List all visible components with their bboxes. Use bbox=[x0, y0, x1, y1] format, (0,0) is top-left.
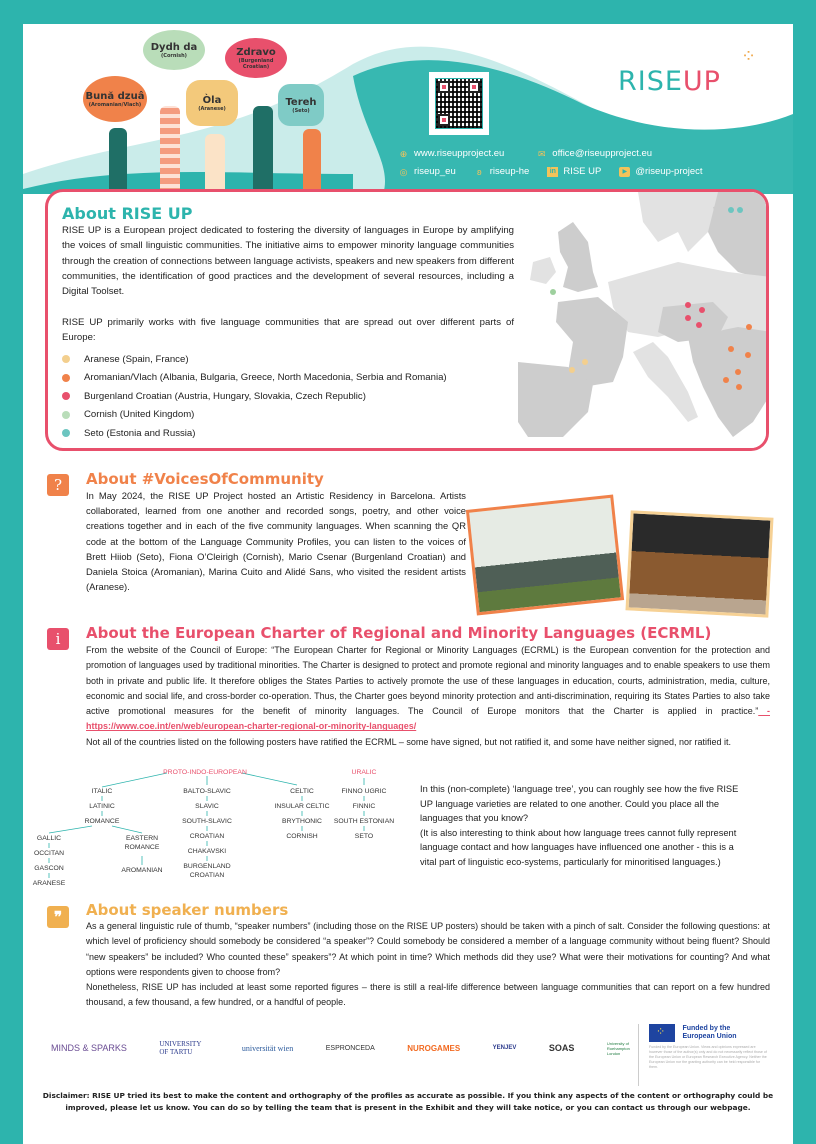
pin-seto bbox=[728, 207, 734, 213]
arm-aromanian bbox=[109, 128, 127, 194]
community-item bbox=[62, 387, 447, 406]
pin-aromanian bbox=[728, 346, 734, 352]
linkedin-link[interactable] bbox=[547, 166, 601, 177]
tree-note bbox=[420, 782, 750, 870]
tree-node-finnic: FINNIC bbox=[352, 803, 376, 810]
community-item bbox=[62, 350, 447, 369]
tree-node-uralic: URALIC bbox=[351, 769, 377, 776]
greeting-language: (Burgenland Croatian) bbox=[238, 57, 274, 70]
linkedin-icon: in bbox=[547, 167, 558, 177]
greeting-bubble-croatian bbox=[225, 38, 287, 78]
partner-logos bbox=[51, 1028, 641, 1068]
globe-icon: ⊕ bbox=[399, 148, 408, 159]
community-label: Cornish (United Kingdom) bbox=[84, 409, 195, 421]
greeting-bubble-cornish bbox=[143, 30, 205, 70]
bluesky-link[interactable] bbox=[474, 166, 530, 177]
partner-nurogames: NUROGAMES bbox=[407, 1043, 461, 1053]
greeting-word: Tereh bbox=[285, 96, 317, 108]
disclaimer: Disclaimer: RISE UP tried its best to make the content and orthography of the profiles as accurate as possible. If you think any aspects of the content or orthography could be improved, please let us know. You can do so by telling the team that is present in the Exhibit and they will take notice, or you can contact us through our webpage. bbox=[42, 1091, 774, 1112]
pin-aromanian bbox=[723, 377, 729, 383]
tree-node-chakavski: CHAKAVSKI bbox=[187, 848, 227, 855]
pin-croatian bbox=[696, 322, 702, 328]
greeting-language: (Aromanian/Vlach) bbox=[88, 101, 142, 108]
greeting-word: Zdravo bbox=[236, 46, 276, 58]
butterfly-icon: ʚ bbox=[476, 166, 482, 177]
bullet-dot-icon bbox=[62, 429, 70, 437]
tree-node-pie: PROTO-INDO-EUROPEAN bbox=[163, 769, 247, 776]
tree-node-occitan: OCCITAN bbox=[33, 850, 65, 857]
logo-up: UP bbox=[682, 66, 721, 97]
pin-aromanian bbox=[746, 324, 752, 330]
speakers-text bbox=[86, 919, 770, 1011]
residency-photo bbox=[625, 510, 773, 617]
qr-pattern bbox=[435, 78, 483, 129]
community-item bbox=[62, 369, 447, 388]
community-item bbox=[62, 406, 447, 425]
pin-aromanian bbox=[735, 369, 741, 375]
tree-node-italic: ITALIC bbox=[91, 788, 113, 795]
tree-node-balto-slavic: BALTO-SLAVIC bbox=[183, 788, 231, 795]
greeting-word: Dydh da bbox=[150, 41, 198, 53]
about-riseup-box bbox=[45, 189, 769, 451]
email-text: office@riseupproject.eu bbox=[552, 148, 653, 159]
info-icon: i bbox=[47, 628, 69, 650]
logo-rise: RISE bbox=[618, 66, 683, 97]
voices-title: About #VoicesOfCommunity bbox=[86, 470, 324, 488]
pin-aranese bbox=[582, 359, 588, 365]
qr-finder bbox=[468, 81, 480, 93]
bullet-dot-icon bbox=[62, 392, 70, 400]
instagram-link[interactable] bbox=[398, 166, 456, 177]
qr-code[interactable] bbox=[429, 72, 489, 135]
tree-node-gallic: GALLIC bbox=[36, 835, 62, 842]
ecrml-note: Not all of the countries listed on the following posters have ratified the ECRML – some have signed, but not ratified it, and some have neither signed, nor ratified it. bbox=[86, 736, 732, 747]
language-tree bbox=[32, 768, 407, 898]
partner-roehampton: University of Roehampton London bbox=[606, 1040, 630, 1056]
tree-node-insular-celtic: INSULAR CELTIC bbox=[274, 803, 330, 810]
about-paragraph-2: RISE UP primarily works with five language communities that are spread out over different parts of Europe: bbox=[62, 317, 514, 344]
greeting-bubble-aromanian bbox=[83, 76, 147, 122]
speakers-title: About speaker numbers bbox=[86, 901, 289, 919]
tree-node-south-slavic: SOUTH-SLAVIC bbox=[182, 818, 232, 825]
youtube-text: @riseup-project bbox=[635, 166, 703, 177]
greeting-word: Bună dzuâ bbox=[85, 90, 145, 102]
tree-node-south-estonian: SOUTH ESTONIAN bbox=[333, 818, 395, 825]
instagram-icon: ◎ bbox=[399, 166, 408, 177]
community-label: Aromanian/Vlach (Albania, Bulgaria, Greece, North Macedonia, Serbia and Romania) bbox=[84, 372, 447, 384]
qr-finder bbox=[438, 81, 450, 93]
greeting-language: (Seto) bbox=[292, 107, 310, 114]
pin-croatian bbox=[699, 307, 705, 313]
group-photo bbox=[466, 495, 624, 616]
eu-title: Funded by the European Union bbox=[682, 1025, 737, 1040]
pin-cornish bbox=[550, 289, 556, 295]
greeting-language: (Aranese) bbox=[198, 105, 226, 112]
question-icon: ? bbox=[47, 474, 69, 496]
tree-node-aromanian: AROMANIAN bbox=[121, 867, 163, 874]
community-label: Aranese (Spain, France) bbox=[84, 353, 189, 365]
partner-soas: SOAS bbox=[548, 1043, 575, 1053]
eu-flag-icon bbox=[649, 1024, 675, 1042]
email-link[interactable] bbox=[536, 148, 652, 159]
tree-node-latinic: LATINIC bbox=[89, 803, 115, 810]
riseup-logo bbox=[618, 66, 721, 97]
speakers-paragraph-2: Nonetheless, RISE UP has included at least some reported figures – there is still a real-life difference between language communities that can report on a few hundred thousand, a few thousand, a few hundred, or a handful of people. bbox=[86, 982, 770, 1008]
partner-wien: universität wien bbox=[241, 1043, 294, 1053]
greeting-bubble-seto bbox=[278, 84, 324, 126]
greeting-word: Òla bbox=[202, 94, 222, 106]
pin-croatian bbox=[685, 315, 691, 321]
community-list bbox=[62, 350, 447, 443]
tree-node-croatian: CROATIAN bbox=[189, 833, 225, 840]
pin-croatian bbox=[685, 302, 691, 308]
pin-aranese bbox=[569, 367, 575, 373]
pin-seto bbox=[737, 207, 743, 213]
tree-node-celtic: CELTIC bbox=[290, 788, 314, 795]
bullet-dot-icon bbox=[62, 374, 70, 382]
eu-disclaimer: Funded by the European Union. Views and opinions expressed are however those of the author(s) only and do not necessarily reflect those of the European Union or European Research Executive Agency. Neither the European Union nor the granting authority can be held responsible for them. bbox=[649, 1045, 767, 1070]
tree-note-1: In this (non-complete) ‘language tree’, you can roughly see how the five RISE UP language varieties are related to one another. Could you place all the languages that you know? bbox=[420, 784, 739, 824]
website-link[interactable] bbox=[398, 148, 504, 159]
voices-text: In May 2024, the RISE UP Project hosted an Artistic Residency in Barcelona. Artists collaborated, learned from one another and recorded songs, poetry, and other voice creations together and in each of the five community languages. When scanning the QR code at the bottom of the Language Community Profiles, you can listen to the voices of Brett Hiiob (Seto), Fiona O’Cleirigh (Cornish), Mario Csenar (Burgenland Croatian) and Daniela Stoica (Aromanian), Marina Cuito and Alidé Sans, who visited the resident artists (Aranese). bbox=[86, 490, 466, 593]
tree-node-brythonic: BRYTHONIC bbox=[282, 818, 322, 825]
community-item bbox=[62, 424, 447, 443]
community-label: Seto (Estonia and Russia) bbox=[84, 427, 196, 439]
tree-node-slavic: SLAVIC bbox=[195, 803, 219, 810]
partner-espronceda: ESPRONCEDA bbox=[325, 1044, 375, 1052]
bullet-dot-icon bbox=[62, 411, 70, 419]
partner-tartu: UNIVERSITY OF TARTU bbox=[159, 1040, 202, 1056]
partner-minds-sparks: MINDS & SPARKS bbox=[51, 1043, 127, 1053]
europe-map bbox=[518, 192, 769, 451]
tree-node-burgenland-croatian: BURGENLAND CROATIAN bbox=[183, 863, 231, 879]
tree-note-2: (It is also interesting to think about how language trees cannot fully represent language contact and how languages have influenced one another - this is a vital part of linguistic eco-systems, particularly for minoritised languages.) bbox=[420, 827, 737, 867]
greeting-bubble-aranese bbox=[186, 80, 238, 126]
ecrml-text bbox=[86, 643, 770, 750]
pin-aromanian bbox=[745, 352, 751, 358]
qr-finder bbox=[438, 114, 450, 126]
tree-node-aranese: ARANESE bbox=[32, 880, 66, 887]
tree-node-gascon: GASCON bbox=[34, 865, 64, 872]
community-label: Burgenland Croatian (Austria, Hungary, Slovakia, Czech Republic) bbox=[84, 390, 366, 402]
instagram-text: riseup_eu bbox=[414, 166, 456, 177]
arm-aranese bbox=[205, 134, 225, 194]
arm-seto bbox=[303, 129, 321, 194]
poster-page bbox=[23, 24, 793, 1144]
mail-icon: ✉ bbox=[538, 148, 546, 159]
bluesky-text: riseup-he bbox=[489, 166, 530, 177]
arm-cornish bbox=[160, 106, 180, 194]
quote-icon: ❞ bbox=[47, 906, 69, 928]
contact-info bbox=[398, 148, 703, 184]
tree-node-finno-ugric: FINNO UGRIC bbox=[341, 788, 387, 795]
pin-aromanian bbox=[736, 384, 742, 390]
eu-funding-box bbox=[638, 1024, 778, 1086]
website-text: www.riseupproject.eu bbox=[414, 148, 505, 159]
arm-croatian bbox=[253, 106, 273, 194]
linkedin-text: RISE UP bbox=[563, 166, 602, 177]
youtube-link[interactable] bbox=[619, 166, 702, 177]
youtube-icon: ▶ bbox=[619, 167, 630, 177]
tree-node-eastern-romance: EASTERN ROMANCE bbox=[124, 835, 160, 851]
ecrml-quote: From the website of the Council of Europe: “The European Charter for Regional or Minority Languages (ECRML) is the European convention for the protection and promotion of languages used by traditional minorities. The Charter is designed to protect and promote regional and minority languages and to enable speakers to use them both in private and public life. It therefore obliges the States Parties to actively promote the use of these languages in education, courts, administration, media, culture, economic and social life, and cross-border co-operation. Thus, the Charter goes beyond minority protection and anti-discrimination, requiring its States Parties to also take active promotional measures for the benefit of minority languages. The Council of Europe monitors that the Charter is applied in practice.” bbox=[86, 645, 770, 717]
speech-bubble-logo-icon: ⁘ bbox=[741, 46, 757, 66]
about-title: About RISE UP bbox=[62, 204, 193, 223]
partner-yenjev: YENJEV bbox=[492, 1045, 517, 1051]
tree-node-seto: SETO bbox=[354, 833, 374, 840]
tree-node-cornish: CORNISH bbox=[286, 833, 318, 840]
about-paragraph-1: RISE UP is a European project dedicated to fostering the diversity of languages in Europe by amplifying the voices of small linguistic communities. The initiative aims to empower minority language communities through the creation of connections between language activists, speakers and new speakers from different communities, the identification of good practices and the development of several resources, including a Digital Toolset. bbox=[62, 225, 514, 298]
tree-node-romance: ROMANCE bbox=[84, 818, 120, 825]
ecrml-title: About the European Charter of Regional and Minority Languages (ECRML) bbox=[86, 624, 712, 642]
greeting-language: (Cornish) bbox=[161, 52, 187, 59]
coe-link[interactable]: - https://www.coe.int/en/web/european-charter-regional-or-minority-languages/ bbox=[86, 706, 770, 732]
bullet-dot-icon bbox=[62, 355, 70, 363]
speakers-paragraph-1: As a general linguistic rule of thumb, “speaker numbers” (including those on the RISE UP posters) should be taken with a pinch of salt. Consider the following questions: at which level of proficiency should somebody be considered “a speaker”? Could somebody be considered a member of a language community without being fluent? Should “new speakers” be included? Who counted these” speakers”? At which point in time? Which methods did they use? What were their motivations for counting? And what options were respondents given to choose from? bbox=[86, 921, 770, 977]
